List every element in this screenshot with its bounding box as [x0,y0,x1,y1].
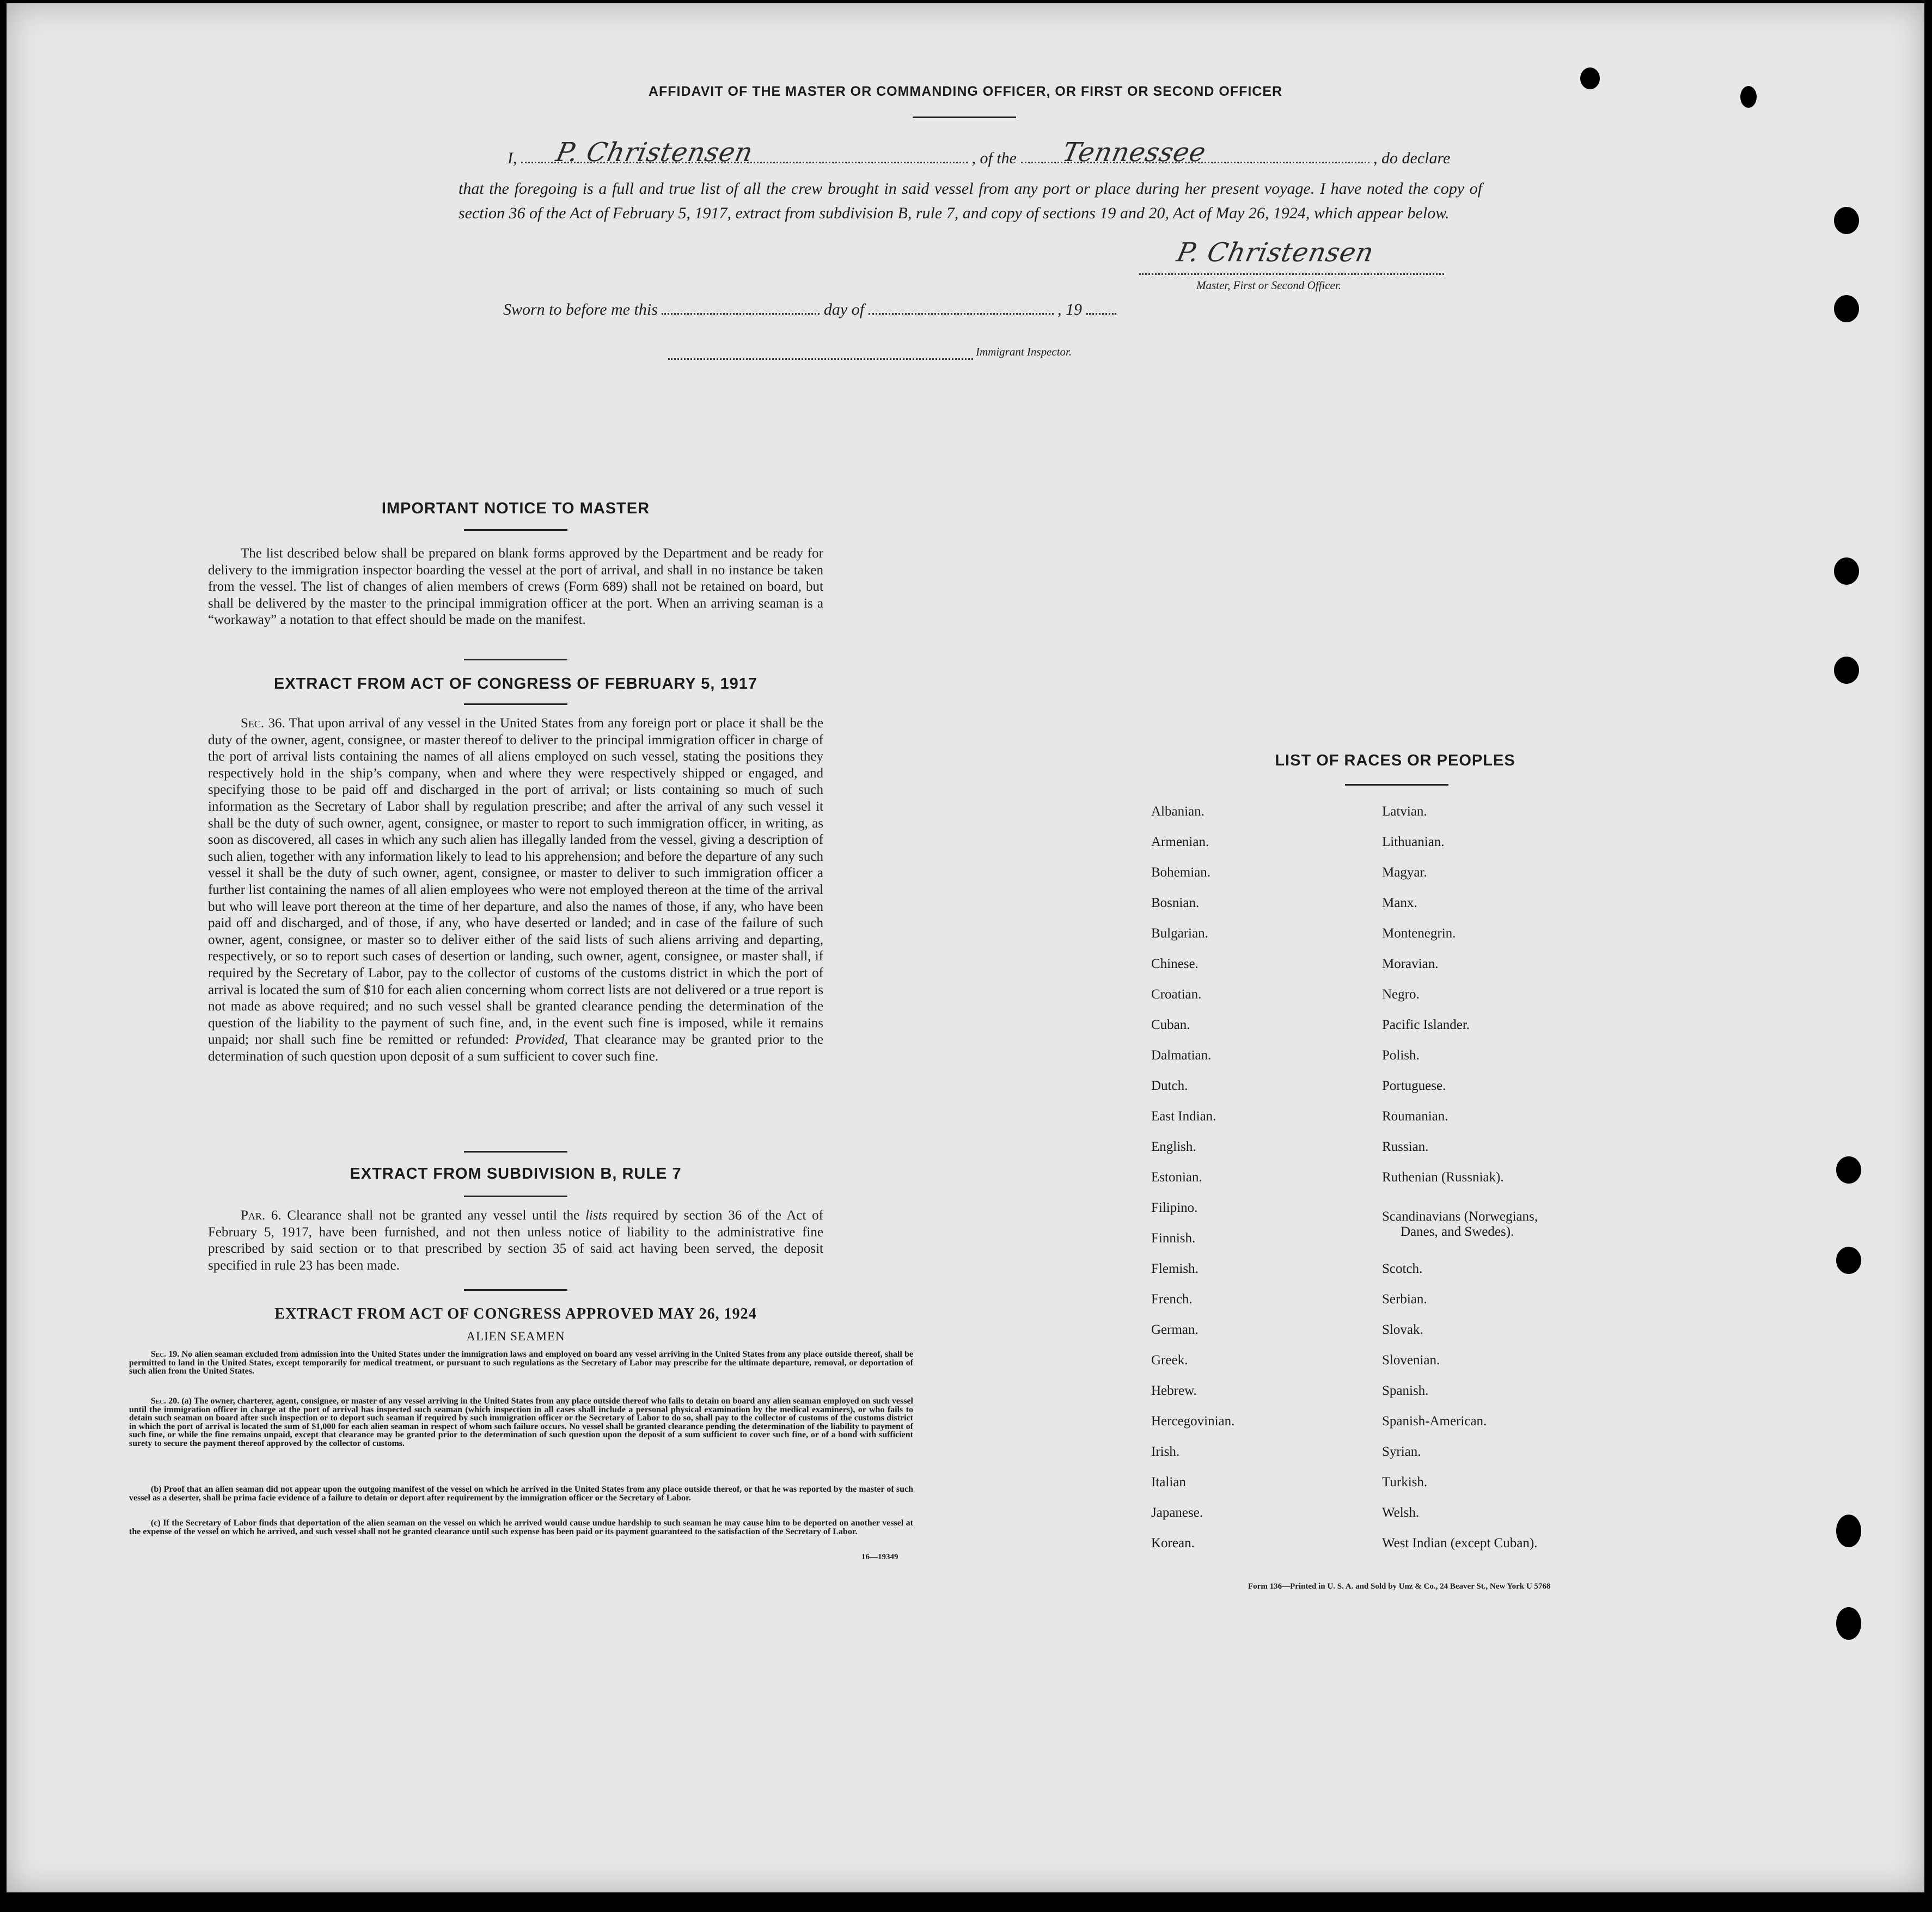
i-prefix: I, [508,149,517,167]
sec-20-label: Sec. 20. [151,1396,180,1406]
rule7-text-2: required by section 36 of the Act of February 5, 1917, have been furnished, and not then unless notice of liability to the administrative fine prescribed by said section or to that prescribed by section 35 of said act having been served, the deposit specified in rule 23 has been made. [208,1208,823,1273]
race-item: Bulgarian. [1151,926,1208,941]
binder-hole [1834,557,1859,585]
race-item: Spanish. [1382,1383,1429,1398]
race-item: Spanish-American. [1382,1414,1487,1429]
race-item: Albanian. [1151,804,1205,819]
binder-hole [1740,86,1757,108]
binder-hole [1834,295,1859,322]
race-item: Negro. [1382,987,1420,1002]
sworn-day-blank [662,301,820,315]
sec-19-body: No alien seaman excluded from admission into the United States under the immigration laws and employed on board any vessel arriving in the United States from any place outside thereof, shall be permitted to land in the United States, except temporarily for medical treatment, or pursuant to such regulations as the Secretary of Labor may prescribe for the ultimate departure, removal, or deportation of such alien from the United States. [129,1350,914,1376]
race-item: Polish. [1382,1048,1420,1063]
race-item: Chinese. [1151,957,1199,971]
race-item: Manx. [1382,896,1417,910]
race-item: Dutch. [1151,1078,1188,1093]
race-item: Korean. [1151,1536,1195,1551]
signature-caption: Master, First or Second Officer. [1196,279,1341,292]
race-item: Roumanian. [1382,1109,1448,1124]
binder-hole [1834,657,1859,684]
race-item: Scandinavians (Norwegians, [1382,1209,1538,1224]
master-signature: P. Christensen [1174,237,1377,268]
race-item: Turkish. [1382,1475,1428,1490]
sec-36-text-2: That clearance may be granted prior to the determination of such question upon deposit of a sum sufficient to cover such fine. [208,1032,823,1064]
sworn-prefix: Sworn to before me this [503,301,658,318]
race-item: Irish. [1151,1444,1180,1459]
sec-20a-text [129,1397,913,1448]
extract-1917-title: EXTRACT FROM ACT OF CONGRESS OF FEBRUARY 5, 1917 [273,675,758,693]
race-item: Slovak. [1382,1322,1423,1337]
sworn-year-blank [1086,301,1116,315]
race-item: Hebrew. [1151,1383,1197,1398]
title-rule [913,117,1016,118]
notice-text: The list described below shall be prepared on blank forms approved by the Department and be ready for delivery to the immigration inspector boarding the vessel at the port of arrival, and shall in no instance be taken from the vessel. The list of changes of alien members of crews (Form 689) shall not be retained on board, but shall be delivered by the master to the principal immigration officer at the port. When an arriving seaman is a “workaway” a notation to that effect should be made on the manifest. [208,546,823,628]
do-declare-label: , do declare [1373,149,1451,167]
sec-20a-body: (a) The owner, charterer, agent, consignee, or master of any vessel arriving in the United States from any place outside thereof who fails to detain on board any alien seaman employed on such vessel until the immigration officer in charge at the port of arrival has inspected such seaman (which inspection in all cases shall include a personal physical examination by the medical examiners), or who fails to detain such seaman on board after such inspection or to deport such seaman if required by such immigration officer or the Secretary of Labor to do so, shall pay to the collector of customs of the customs district in which the port of arrival is located the sum of $1,000 for each alien seaman in respect of whom such failure occurs. No vessel shall be granted clearance pending the determination of the liability to payment of such fine, or while the fine remains unpaid, except that clearance may be granted prior to the determination of such question upon the deposit of a sum sufficient to cover such fine, or of a bond with sufficient surety to secure the payment thereof approved by the collector of customs. [129,1396,914,1448]
race-item: Estonian. [1151,1170,1202,1185]
inspector-caption: Immigrant Inspector. [976,345,1072,358]
race-item: Portuguese. [1382,1078,1446,1093]
section-rule-4 [464,1196,567,1197]
section-rule-3 [464,1151,567,1153]
sec-20c-text: (c) If the Secretary of Labor finds that deportation of the alien seaman on the vessel on which he arrived would cause undue hardship to such seaman he may cause him to be deported on another vessel at the expense of the vessel on which he arrived, and such vessel shall not be granted clearance until such expense has been paid or its payment guaranteed to the satisfaction of the Secretary of Labor. [129,1518,913,1536]
sec-20b-text: (b) Proof that an alien seaman did not appear upon the outgoing manifest of the vessel on which he arrived in the United States from any place outside thereof, or that he was reported by the master of such vessel as a deserter, shall be prima facie evidence of a failure to detain or deport after requirement by the immigration officer or the Secretary of Labor. [129,1485,913,1503]
extract-1917-text [208,715,823,1065]
sec-19-text [129,1350,913,1376]
race-item: West Indian (except Cuban). [1382,1536,1538,1551]
race-item: Ruthenian (Russniak). [1382,1170,1504,1185]
notice-rule [464,529,567,531]
race-item: Welsh. [1382,1505,1420,1520]
race-item: Japanese. [1151,1505,1203,1520]
races-rule [1345,784,1448,786]
race-item: French. [1151,1292,1193,1307]
declaration-body: that the foregoing is a full and true list of all the crew brought in said vessel from any port or place during her present voyage. I have noted the copy of section 36 of the Act of February 5, 1917, extract from subdivision B, rule 7, and copy of sections 19 and 20, Act of May 26, 1924, which appear below. [458,180,1482,222]
race-item: Croatian. [1151,987,1202,1002]
binder-hole [1834,207,1859,234]
binder-hole [1836,1607,1861,1640]
sworn-month-blank [869,301,1054,315]
race-item: Slovenian. [1382,1353,1440,1368]
race-item: Scotch. [1382,1261,1423,1276]
printer-footer: Form 136—Printed in U. S. A. and Sold by Unz & Co., 24 Beaver St., New York U 5768 [1248,1582,1551,1591]
race-item: Russian. [1382,1139,1429,1154]
sworn-line [503,301,1116,319]
race-item: Armenian. [1151,835,1209,849]
binder-hole [1580,68,1600,89]
section-rule-5 [464,1289,567,1291]
binder-hole [1836,1515,1861,1547]
race-item: Cuban. [1151,1018,1190,1032]
race-item: Flemish. [1151,1261,1199,1276]
form-sheet [7,3,1924,1892]
lists-word: lists [585,1208,608,1223]
race-item: Italian [1151,1475,1186,1490]
inspector-line [668,346,973,360]
extract-1924-title: EXTRACT FROM ACT OF CONGRESS APPROVED MAY 26, 1924 [274,1306,757,1322]
alien-seamen-subtitle: ALIEN SEAMEN [466,1329,565,1343]
race-item: Greek. [1151,1353,1188,1368]
race-item: East Indian. [1151,1109,1216,1124]
race-item: Montenegrin. [1382,926,1456,941]
race-item: Bosnian. [1151,896,1200,910]
races-title: LIST OF RACES OR PEOPLES [1275,752,1515,769]
of-the-label: , of the [971,149,1017,167]
race-item: English. [1151,1139,1196,1154]
provided-word: Provided, [515,1032,568,1047]
section-rule-1 [464,659,567,660]
race-item: Danes, and Swedes). [1401,1224,1514,1239]
binder-hole [1836,1156,1861,1184]
sec-19-label: Sec. 19. [151,1350,180,1359]
sec-36-text-1: That upon arrival of any vessel in the United States from any foreign port or place it shall be the duty of the owner, agent, consignee, or master thereof to deliver to the principal immigration officer in charge of the port of arrival lists containing the names of all aliens employed on such vessel, stating the positions they respectively hold in the ship’s company, when and where they were respectively shipped or engaged, and specifying those to be paid off and discharged in the port of arrival; or lists containing so much of such information as the Secretary of Labor shall by regulation prescribe; and after the arrival of any such vessel it shall be the duty of such owner, agent, consignee, or master to report to such immigration officer, in writing, as soon as discovered, all cases in which any such alien has illegally landed from the vessel, giving a description of such alien, together with any information likely to lead to his apprehension; and before the departure of any such vessel it shall be the duty of such owner, agent, consignee, or master to deliver to such immigration officer a further list containing the names of all alien employees who were not employed thereon at the time of the arrival but who will leave port thereon at the time of her departure, and also the names of those, if any, who have been paid off and discharged, and of those, if any, who have deserted or landed; and in case of the failure of such owner, agent, consignee, or master so to deliver either of the said lists of such aliens arriving and departing, respectively, or so to report such cases of desertion or landing, such owner, agent, consignee, or master shall, if required by the Secretary of Labor, pay to the collector of customs of the customs district in which the port of arrival is located the sum of $10 for each alien concerning whom correct lists are not delivered or a true report is not made as above required; and no such vessel shall be granted clearance pending the determination of the question of the liability to the payment of such fine, and, in the event such fine is imposed, while it remains unpaid; nor shall such fine be remitted or refunded: [208,716,823,1047]
race-item: Bohemian. [1151,865,1211,880]
race-item: Syrian. [1382,1444,1421,1459]
rule7-title: EXTRACT FROM SUBDIVISION B, RULE 7 [350,1165,682,1182]
race-item: German. [1151,1322,1199,1337]
race-item: Lithuanian. [1382,835,1445,849]
master-name-handwriting: P. Christensen [553,137,756,168]
par-6-label: Par. 6. [241,1208,282,1223]
sworn-year-label: , 19 [1057,301,1083,318]
notice-title: IMPORTANT NOTICE TO MASTER [381,500,650,517]
sworn-day-label: day of [823,301,865,318]
section-rule-2 [464,703,567,705]
form-code: 16—19349 [861,1553,898,1561]
race-item: Moravian. [1382,957,1439,971]
affidavit-title: AFFIDAVIT OF THE MASTER OR COMMANDING OFFICER, OR FIRST OR SECOND OFFICER [648,84,1283,99]
vessel-name-handwriting: Tennessee [1060,137,1209,168]
rule7-text [208,1208,823,1274]
sec-36-label: Sec. 36. [241,716,285,731]
race-item: Hercegovinian. [1151,1414,1235,1429]
race-item: Serbian. [1382,1292,1427,1307]
rule7-text-1: Clearance shall not be granted any vessel until the [287,1208,580,1223]
race-item: Dalmatian. [1151,1048,1212,1063]
race-item: Pacific Islander. [1382,1018,1470,1032]
race-item: Finnish. [1151,1231,1196,1246]
binder-hole [1836,1247,1861,1274]
race-item: Latvian. [1382,804,1427,819]
race-item: Filipino. [1151,1200,1198,1215]
race-item: Magyar. [1382,865,1427,880]
